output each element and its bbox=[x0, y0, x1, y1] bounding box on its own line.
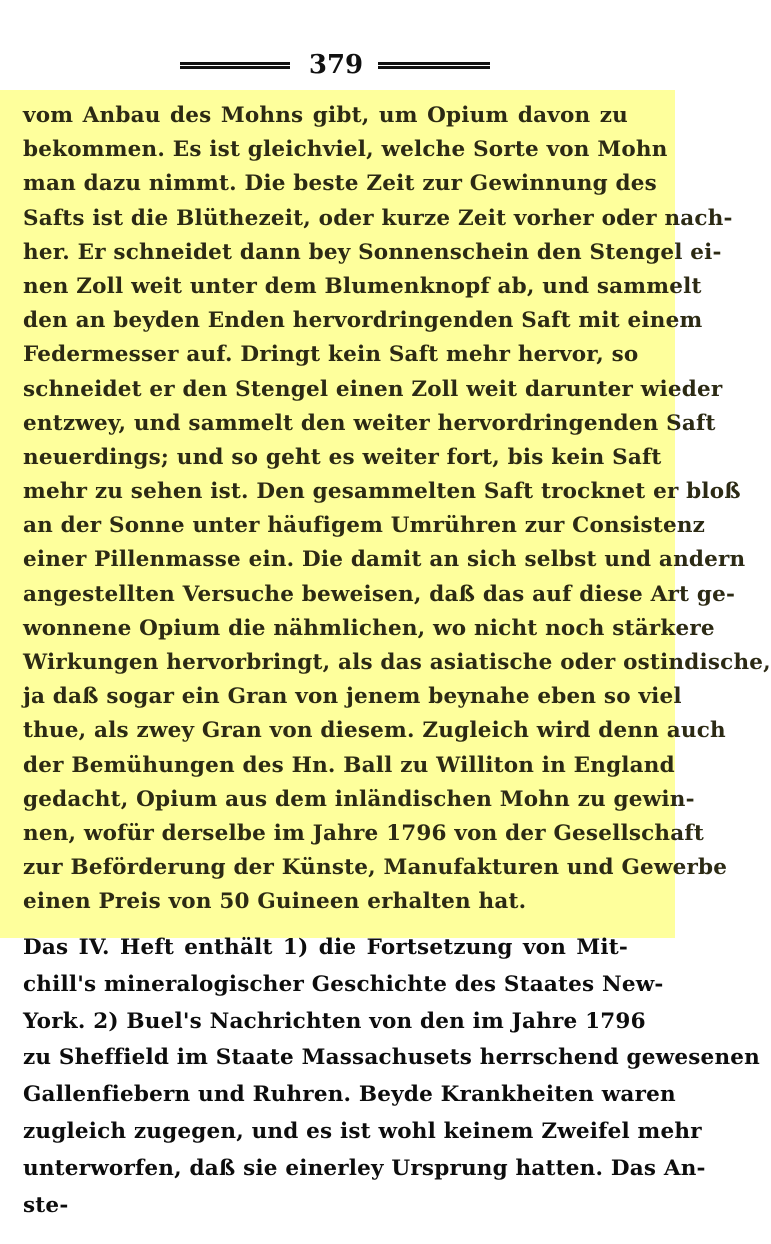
catchword: ste- bbox=[23, 1192, 69, 1218]
header-rule-left bbox=[180, 62, 290, 69]
text-line: neuerdings; und so geht es weiter fort, bis kein Saft bbox=[23, 444, 662, 470]
text-line: einer Pillenmasse ein. Die damit an sich selbst und andern bbox=[23, 547, 746, 573]
text-line: Safts ist die Blüthezeit, oder kurze Zeit vorher oder nach- bbox=[23, 205, 733, 231]
text-line: bekommen. Es ist gleichviel, welche Sorte von Mohn bbox=[23, 137, 668, 163]
text-line: einen Preis von 50 Guineen erhalten hat. bbox=[23, 889, 527, 915]
text-line: gedacht, Opium aus dem inländischen Mohn zu gewin- bbox=[23, 786, 695, 812]
text-line: entzwey, und sammelt den weiter hervordringenden Saft bbox=[23, 410, 716, 436]
text-line: Gallenfiebern und Ruhren. Beyde Krankheiten waren bbox=[23, 1082, 676, 1108]
text-line: Wirkungen hervorbringt, als das asiatische oder ostindische, bbox=[23, 650, 771, 675]
page-number: 379 bbox=[308, 50, 364, 80]
text-line: man dazu nimmt. Die beste Zeit zur Gewinnung des bbox=[23, 171, 657, 197]
text-line: den an beyden Enden hervordringenden Saft mit einem bbox=[23, 308, 703, 334]
following-paragraph bbox=[23, 930, 760, 1224]
header-rule-right bbox=[378, 62, 490, 69]
text-line: zur Beförderung der Künste, Manufakturen und Gewerbe bbox=[23, 855, 728, 881]
text-line: zugleich zugegen, und es ist wohl keinem Zweifel mehr bbox=[23, 1118, 702, 1144]
text-line: unterworfen, daß sie einerley Ursprung hatten. Das An- bbox=[23, 1155, 706, 1181]
text-line: chill's mineralogischer Geschichte des Staates New- bbox=[23, 971, 664, 997]
text-line: mehr zu sehen ist. Den gesammelten Saft trocknet er bloß bbox=[23, 479, 741, 505]
text-line: Federmesser auf. Dringt kein Saft mehr hervor, so bbox=[23, 342, 639, 368]
page-header bbox=[0, 50, 677, 90]
text-line: der Bemühungen des Hn. Ball zu Williton in England bbox=[23, 752, 675, 778]
text-line: zu Sheffield im Staate Massachusets herrschend gewesenen bbox=[23, 1045, 760, 1071]
text-line: wonnene Opium die nähmlichen, wo nicht noch stärkere bbox=[23, 615, 715, 641]
text-line: thue, als zwey Gran von diesem. Zugleich wird denn auch bbox=[23, 718, 726, 744]
text-line: ja daß sogar ein Gran von jenem beynahe eben so viel bbox=[23, 684, 682, 710]
text-line: vom Anbau des Mohns gibt, um Opium davon zu bbox=[23, 103, 628, 128]
text-line: angestellten Versuche beweisen, daß das auf diese Art ge- bbox=[23, 581, 736, 607]
text-line: an der Sonne unter häufigem Umrühren zur Consistenz bbox=[23, 513, 706, 539]
highlighted-paragraph bbox=[23, 99, 771, 920]
text-line: her. Er schneidet dann bey Sonnenschein den Stengel ei- bbox=[23, 239, 722, 265]
text-line: Das IV. Heft enthält 1) die Fortsetzung von Mit- bbox=[23, 935, 628, 960]
text-line: nen, wofür derselbe im Jahre 1796 von der Gesellschaft bbox=[23, 820, 704, 846]
text-line: nen Zoll weit unter dem Blumenknopf ab, und sammelt bbox=[23, 273, 702, 299]
text-line: schneidet er den Stengel einen Zoll weit darunter wieder bbox=[23, 376, 723, 402]
text-line: York. 2) Buel's Nachrichten von den im Jahre 1796 bbox=[23, 1008, 646, 1034]
